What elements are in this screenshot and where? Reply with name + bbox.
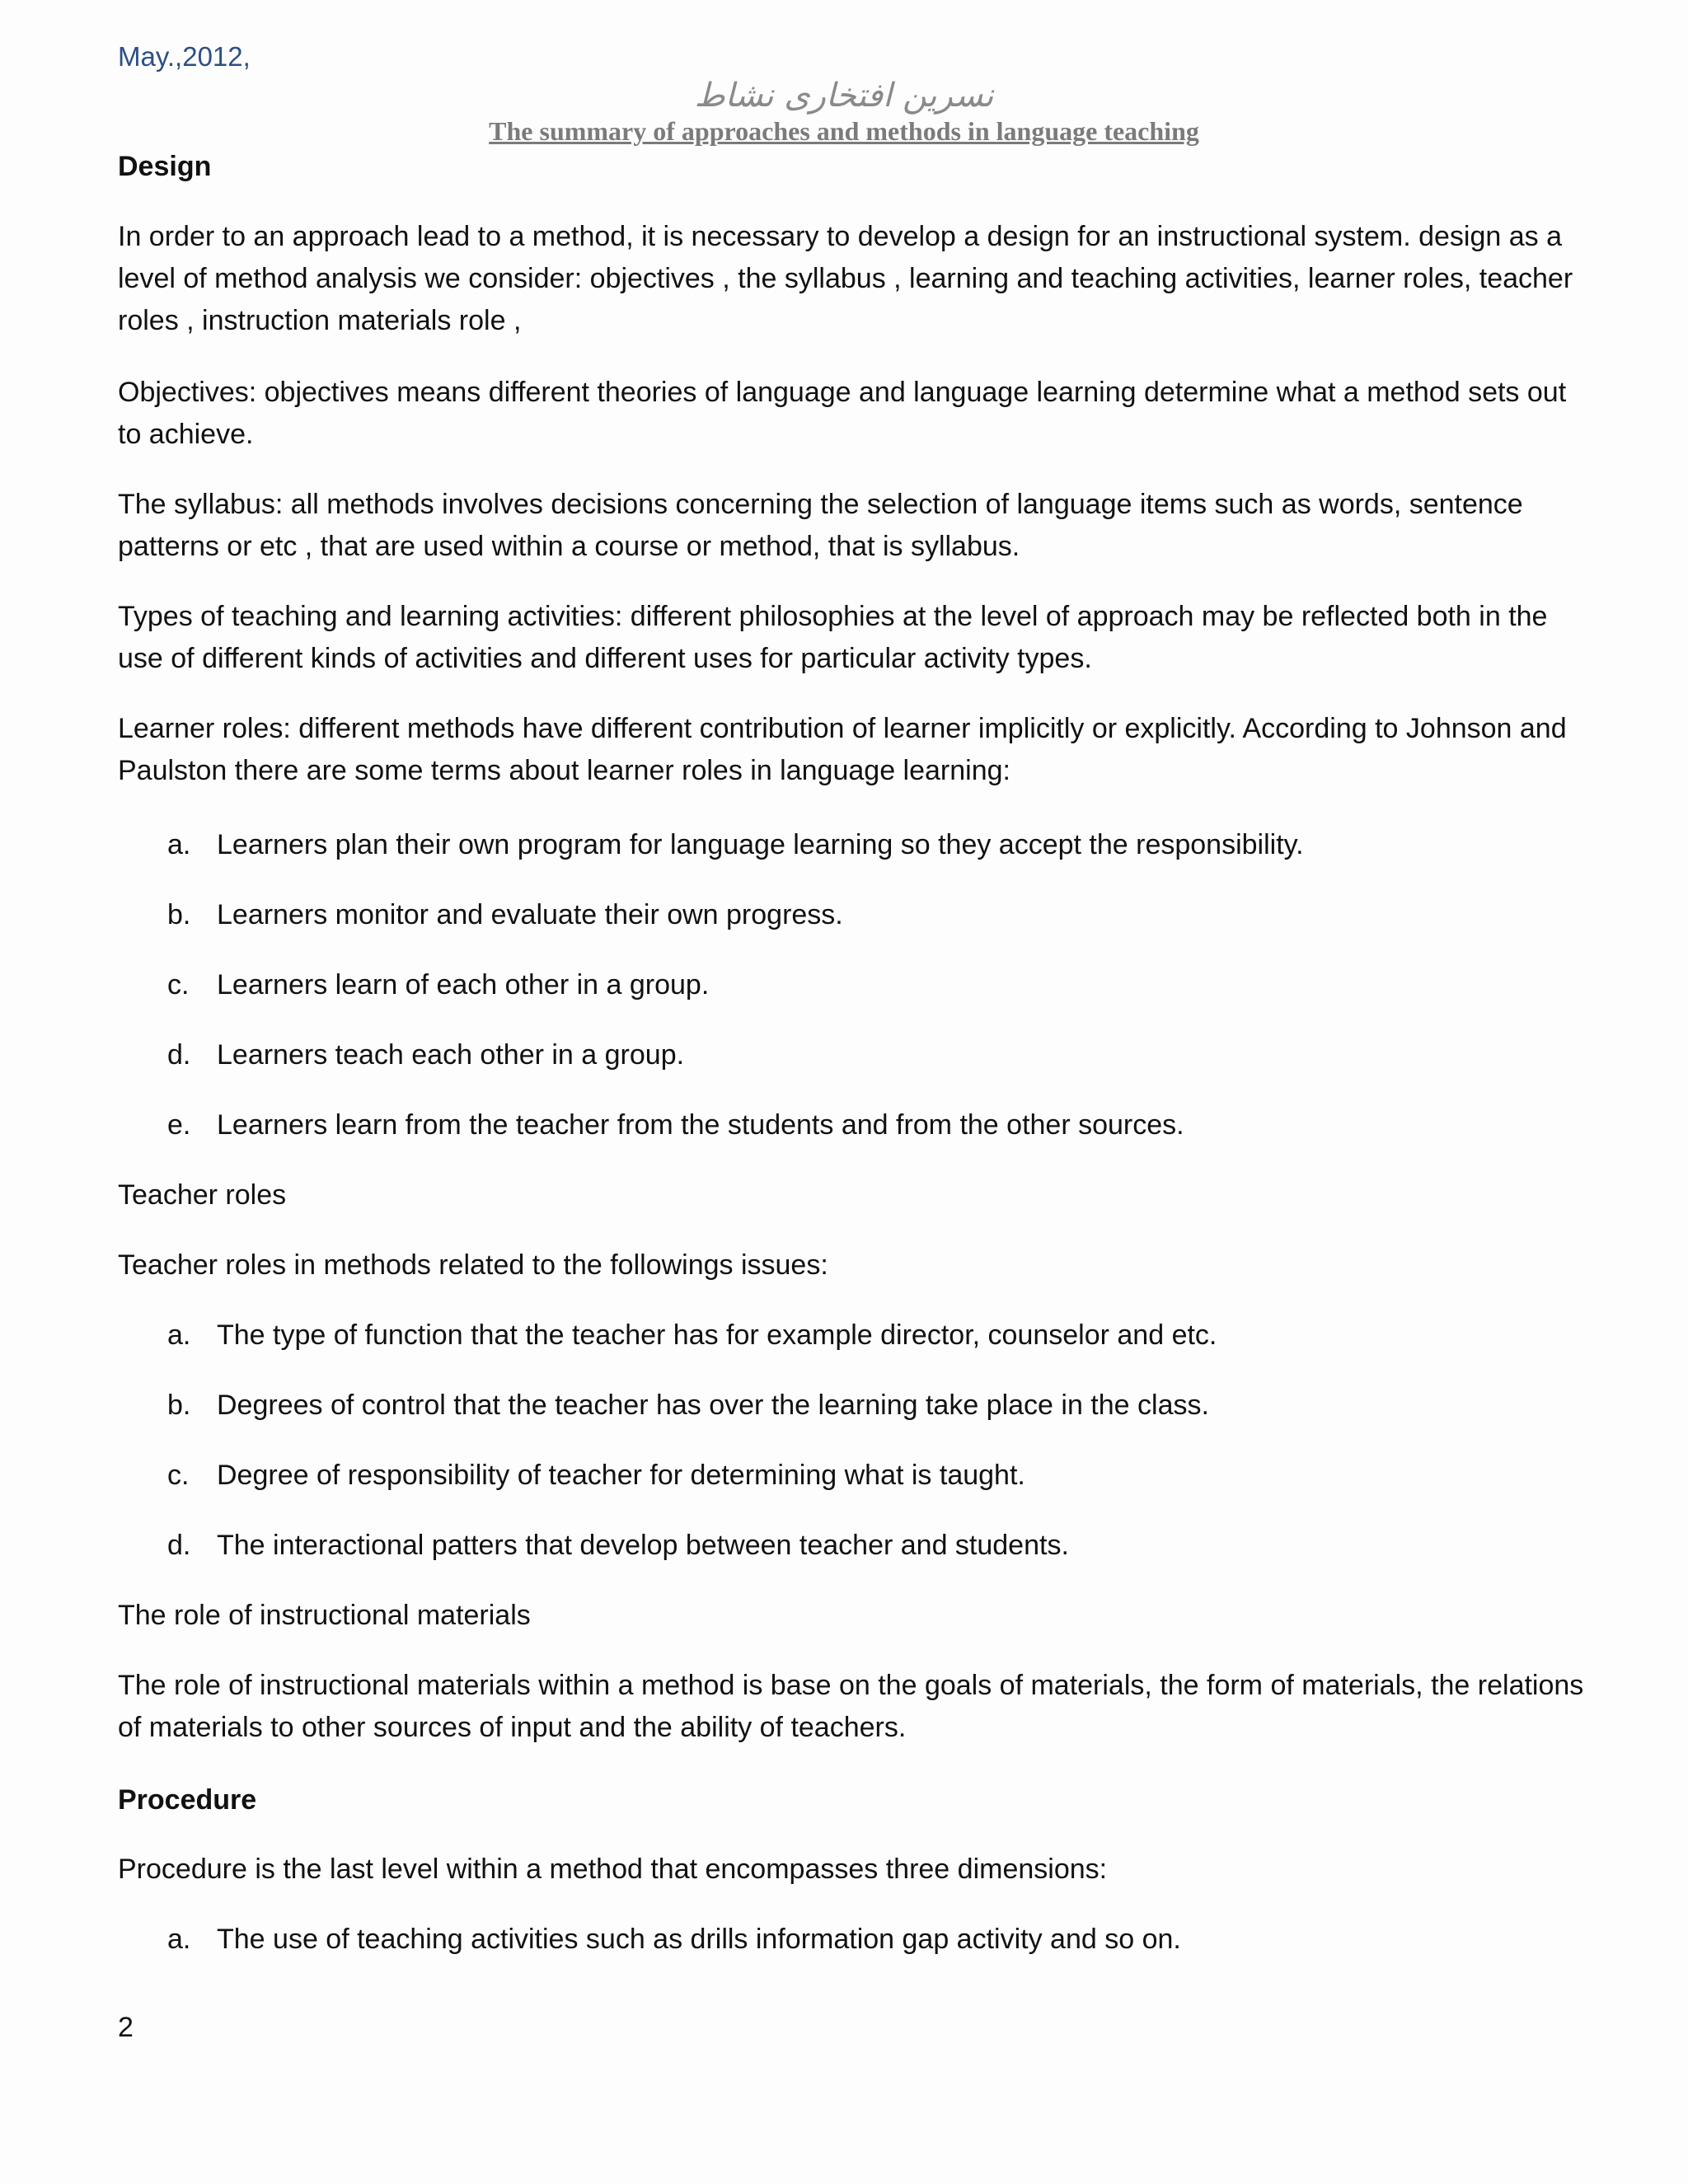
list-item-text: Learners monitor and evaluate their own progress. (217, 899, 843, 930)
list-item-text: The interactional patters that develop between teacher and students. (217, 1530, 1069, 1561)
objectives-paragraph: Objectives: objectives means different theories of language and language learning determine what a method sets out to achieve. (118, 377, 1567, 450)
list-marker: c. (167, 969, 190, 1001)
document-title: The summary of approaches and methods in language teaching (489, 116, 1199, 146)
list-item-text: Learners plan their own program for language learning so they accept the responsibility. (217, 829, 1304, 860)
teacher-roles-heading: Teacher roles (118, 1179, 287, 1211)
procedure-heading: Procedure (118, 1784, 257, 1816)
materials-paragraph: The role of instructional materials within a method is base on the goals of materials, the form of materials, the relations of materials to other sources of input and the ability of teachers. (118, 1670, 1584, 1743)
list-marker: b. (167, 1390, 191, 1421)
list-item-text: Degrees of control that the teacher has over the learning take place in the class. (217, 1390, 1209, 1421)
list-marker: d. (167, 1530, 191, 1561)
header-author: نسرین افتخاری نشاط (694, 77, 994, 115)
list-marker: a. (167, 1924, 191, 1955)
list-marker: d. (167, 1039, 191, 1071)
list-item-text: The use of teaching activities such as drills information gap activity and so on. (217, 1924, 1181, 1955)
design-intro-paragraph: In order to an approach lead to a method, it is necessary to develop a design for an instructional system. design as a level of method analysis we consider: objectives , the syllabus , learning and teaching activities, learner roles, teacher roles , instruction materials role , (118, 221, 1573, 336)
activities-paragraph: Types of teaching and learning activities: different philosophies at the level of approach may be reflected both in the use of different kinds of activities and different uses for particular activity types. (118, 601, 1548, 674)
syllabus-paragraph: The syllabus: all methods involves decisions concerning the selection of language items such as words, sentence patterns or etc , that are used within a course or method, that is syllabus. (118, 489, 1523, 562)
procedure-intro: Procedure is the last level within a method that encompasses three dimensions: (118, 1854, 1108, 1885)
list-item-text: The type of function that the teacher has for example director, counselor and etc. (217, 1319, 1217, 1351)
list-marker: e. (167, 1109, 191, 1141)
list-marker: a. (167, 829, 191, 860)
header-date: May.,2012, (118, 41, 251, 72)
list-marker: b. (167, 899, 191, 930)
teacher-roles-intro: Teacher roles in methods related to the followings issues: (118, 1249, 828, 1281)
page-number: 2 (118, 2012, 134, 2043)
list-marker: c. (167, 1460, 190, 1491)
design-heading: Design (118, 151, 212, 182)
learner-roles-paragraph: Learner roles: different methods have different contribution of learner implicitly or explicitly. According to Johnson and Paulston there are some terms about learner roles in language learning: (118, 713, 1567, 786)
list-item-text: Learners learn of each other in a group. (217, 969, 710, 1001)
materials-heading: The role of instructional materials (118, 1600, 531, 1631)
list-item-text: Degree of responsibility of teacher for determining what is taught. (217, 1460, 1025, 1491)
list-item-text: Learners teach each other in a group. (217, 1039, 685, 1071)
list-marker: a. (167, 1319, 191, 1351)
list-item-text: Learners learn from the teacher from the students and from the other sources. (217, 1109, 1184, 1141)
